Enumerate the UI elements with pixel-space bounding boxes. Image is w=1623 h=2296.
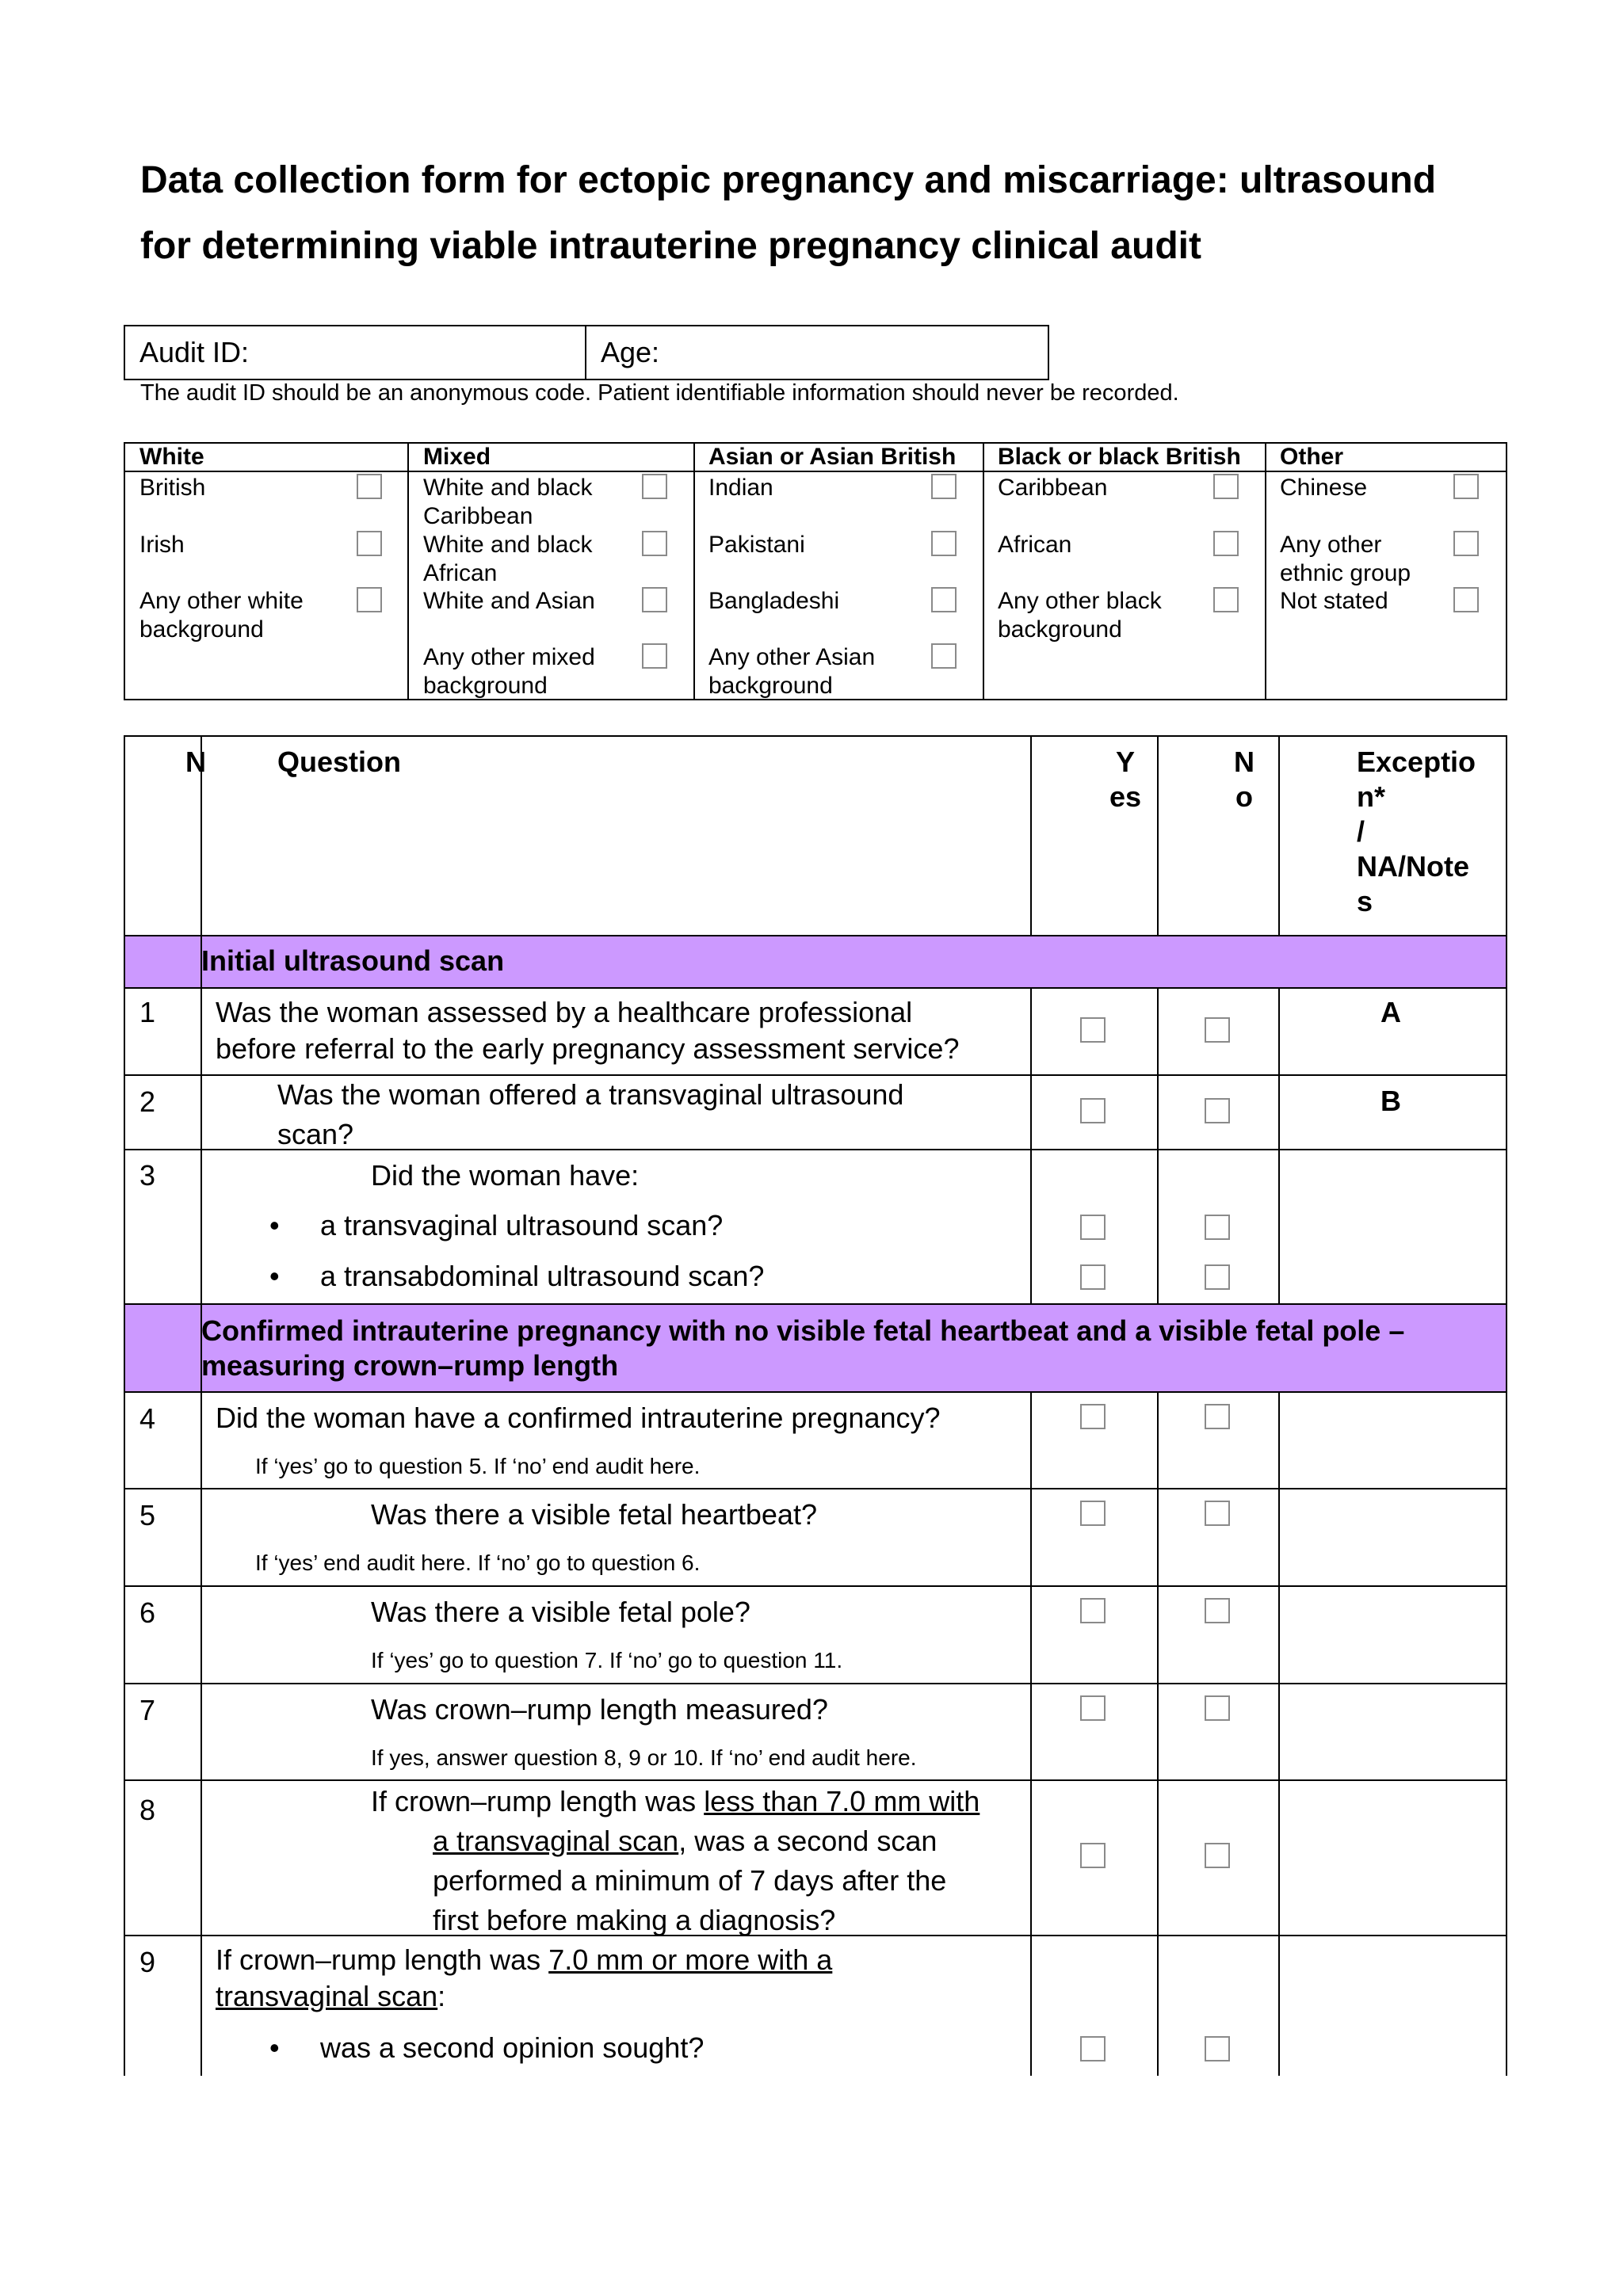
q8-text bbox=[371, 1782, 980, 1940]
q1-text bbox=[216, 994, 959, 1067]
ethnicity-label-caribbean: Caribbean bbox=[998, 475, 1108, 501]
label-line: African bbox=[423, 560, 498, 586]
q4-note: If ‘yes’ go to question 5. If ‘no’ end audit here. bbox=[255, 1454, 701, 1478]
q-line: first before making a diagnosis? bbox=[433, 1904, 836, 1936]
checkbox-other-asian[interactable] bbox=[931, 643, 957, 669]
ethnicity-label-african: African bbox=[998, 532, 1072, 558]
audit-id-box bbox=[124, 325, 1049, 380]
q3b-yes-checkbox[interactable] bbox=[1080, 1264, 1106, 1290]
checkbox-white-black-african[interactable] bbox=[642, 531, 667, 556]
q7-number: 7 bbox=[139, 1694, 156, 1726]
ethnicity-label-other-mixed bbox=[423, 643, 595, 700]
ethnicity-header-mixed: Mixed bbox=[423, 444, 491, 470]
header-line: es bbox=[1109, 780, 1142, 813]
col-rule-exc bbox=[1278, 1391, 1280, 2076]
q-underlined-part: less than 7.0 mm with bbox=[704, 1785, 980, 1817]
bullet-icon: • bbox=[269, 2031, 280, 2064]
age-field[interactable]: Age: bbox=[601, 336, 660, 368]
title-line-2: for determining viable intrauterine pregnancy clinical audit bbox=[140, 225, 1201, 267]
row-rule bbox=[124, 935, 1507, 936]
col-rule-no bbox=[1157, 987, 1159, 1304]
ethnicity-label-any-other bbox=[1280, 531, 1411, 588]
header-n: N bbox=[185, 746, 206, 778]
checkbox-pakistani[interactable] bbox=[931, 531, 957, 556]
q1-number: 1 bbox=[139, 996, 156, 1028]
ethnicity-label-british: British bbox=[139, 475, 206, 501]
label-line: Any other bbox=[1280, 532, 1382, 558]
checkbox-british[interactable] bbox=[357, 474, 382, 499]
checkbox-other-white[interactable] bbox=[357, 587, 382, 612]
q6-text: Was there a visible fetal pole? bbox=[371, 1596, 750, 1628]
label-line: Caribbean bbox=[423, 503, 533, 529]
checkbox-bangladeshi[interactable] bbox=[931, 587, 957, 612]
q3a-yes-checkbox[interactable] bbox=[1080, 1215, 1106, 1240]
ethnicity-col-divider bbox=[407, 442, 409, 700]
q6-yes-checkbox[interactable] bbox=[1080, 1598, 1106, 1623]
q7-no-checkbox[interactable] bbox=[1205, 1695, 1230, 1721]
section-line: Confirmed intrauterine pregnancy with no visible fetal heartbeat and a visible fetal pole – bbox=[201, 1314, 1405, 1347]
q3b-no-checkbox[interactable] bbox=[1205, 1264, 1230, 1290]
page-title bbox=[140, 147, 1551, 279]
header-yes bbox=[1094, 745, 1157, 814]
ethnicity-label-not-stated: Not stated bbox=[1280, 588, 1388, 614]
q5-note: If ‘yes’ end audit here. If ‘no’ go to question 6. bbox=[255, 1550, 701, 1575]
checkbox-white-asian[interactable] bbox=[642, 587, 667, 612]
id-box-divider bbox=[585, 325, 586, 380]
q-line bbox=[371, 1821, 980, 1861]
checkbox-african[interactable] bbox=[1213, 531, 1239, 556]
label-line: Any other mixed bbox=[423, 644, 595, 670]
ethnicity-header-rule bbox=[124, 471, 1507, 472]
header-question: Question bbox=[277, 746, 402, 778]
header-no bbox=[1220, 745, 1268, 814]
label-line: Any other black bbox=[998, 588, 1162, 614]
q3-stem: Did the woman have: bbox=[371, 1159, 640, 1192]
ethnicity-col-divider bbox=[1265, 442, 1266, 700]
ethnicity-label-indian: Indian bbox=[708, 475, 773, 501]
q4-no-checkbox[interactable] bbox=[1205, 1404, 1230, 1429]
section-line: measuring crown–rump length bbox=[201, 1349, 619, 1382]
row-rule bbox=[124, 987, 1507, 989]
checkbox-chinese[interactable] bbox=[1453, 474, 1479, 499]
col-rule-yes bbox=[1030, 735, 1032, 936]
q4-number: 4 bbox=[139, 1402, 156, 1435]
row-rule bbox=[124, 1488, 1507, 1489]
q9-bullet-second-opinion: was a second opinion sought? bbox=[320, 2031, 705, 2064]
row-rule bbox=[124, 1779, 1507, 1781]
col-rule-no bbox=[1157, 1391, 1159, 2076]
audit-id-note: The audit ID should be an anonymous code. Patient identifiable information should never be recorded. bbox=[140, 380, 1179, 406]
q2-exception-code: B bbox=[1381, 1085, 1401, 1117]
q9-no-checkbox[interactable] bbox=[1205, 2036, 1230, 2061]
bullet-icon: • bbox=[269, 1209, 280, 1241]
section-initial-ultrasound: Initial ultrasound scan bbox=[201, 944, 505, 977]
row-rule bbox=[124, 1683, 1507, 1684]
label-line: background bbox=[139, 616, 264, 643]
col-rule-yes bbox=[1030, 987, 1032, 1304]
ethnicity-label-white-black-african bbox=[423, 531, 592, 588]
q6-note: If ‘yes’ go to question 7. If ‘no’ go to question 11. bbox=[371, 1648, 843, 1672]
q1-yes-checkbox[interactable] bbox=[1080, 1017, 1106, 1043]
header-line: Exceptio bbox=[1357, 746, 1476, 778]
ethnicity-col-divider bbox=[693, 442, 695, 700]
ethnicity-header-other: Other bbox=[1280, 444, 1344, 470]
q3-bullet-transvaginal: a transvaginal ultrasound scan? bbox=[320, 1209, 724, 1241]
q1-exception-code: A bbox=[1381, 996, 1401, 1028]
q9-text bbox=[216, 1942, 832, 2015]
checkbox-irish[interactable] bbox=[357, 531, 382, 556]
q-underlined-part: a transvaginal scan bbox=[433, 1825, 679, 1857]
checkbox-caribbean[interactable] bbox=[1213, 474, 1239, 499]
label-line: ethnic group bbox=[1280, 560, 1411, 586]
q9-yes-checkbox[interactable] bbox=[1080, 2036, 1106, 2061]
title-line-1: Data collection form for ectopic pregnancy and miscarriage: ultrasound bbox=[140, 159, 1437, 201]
checkbox-other-mixed[interactable] bbox=[642, 643, 667, 669]
q-line bbox=[216, 1942, 832, 1978]
q-text-part: , was a second scan bbox=[678, 1825, 938, 1857]
label-line: background bbox=[998, 616, 1122, 643]
q1-no-checkbox[interactable] bbox=[1205, 1017, 1230, 1043]
ethnicity-label-irish: Irish bbox=[139, 532, 185, 558]
ethnicity-label-pakistani: Pakistani bbox=[708, 532, 805, 558]
ethnicity-header-white: White bbox=[139, 444, 204, 470]
q8-number: 8 bbox=[139, 1794, 156, 1826]
q2-text bbox=[277, 1075, 903, 1154]
checkbox-other-black[interactable] bbox=[1213, 587, 1239, 612]
label-line: White and black bbox=[423, 532, 593, 558]
header-line: Y bbox=[1115, 746, 1135, 778]
q2-yes-checkbox[interactable] bbox=[1080, 1098, 1106, 1123]
q5-no-checkbox[interactable] bbox=[1205, 1501, 1230, 1526]
label-line: background bbox=[708, 673, 833, 699]
q6-no-checkbox[interactable] bbox=[1205, 1598, 1230, 1623]
label-line: Any other Asian bbox=[708, 644, 876, 670]
ethnicity-label-other-asian bbox=[708, 643, 875, 700]
ethnicity-label-chinese: Chinese bbox=[1280, 475, 1368, 501]
q-text-part: : bbox=[437, 1980, 446, 2012]
q-line bbox=[216, 1978, 832, 2015]
q8-yes-checkbox[interactable] bbox=[1080, 1843, 1106, 1868]
checkbox-indian[interactable] bbox=[931, 474, 957, 499]
checkbox-any-other[interactable] bbox=[1453, 531, 1479, 556]
q-line: Was the woman assessed by a healthcare professional bbox=[216, 996, 913, 1028]
label-line: White and black bbox=[423, 475, 593, 501]
section-confirmed-iup bbox=[201, 1314, 1501, 1383]
row-rule bbox=[124, 1303, 1507, 1305]
table-top-rule bbox=[124, 735, 1507, 737]
ethnicity-header-asian: Asian or Asian British bbox=[708, 444, 957, 470]
bullet-icon: • bbox=[269, 1260, 280, 1292]
audit-id-field[interactable]: Audit ID: bbox=[139, 336, 250, 368]
q-line: Was the woman offered a transvaginal ultrasound bbox=[277, 1078, 904, 1111]
label-line: background bbox=[423, 673, 548, 699]
q6-number: 6 bbox=[139, 1596, 156, 1629]
col-rule-no bbox=[1157, 735, 1159, 936]
ethnicity-label-bangladeshi: Bangladeshi bbox=[708, 588, 840, 614]
q2-no-checkbox[interactable] bbox=[1205, 1098, 1230, 1123]
q7-yes-checkbox[interactable] bbox=[1080, 1695, 1106, 1721]
header-line: / bbox=[1357, 815, 1365, 848]
header-line: N bbox=[1234, 746, 1254, 778]
col-rule-n bbox=[200, 735, 202, 2076]
col-rule-exc bbox=[1278, 735, 1280, 936]
q7-text: Was crown–rump length measured? bbox=[371, 1693, 828, 1726]
ethnicity-label-other-black bbox=[998, 587, 1162, 644]
q5-text: Was there a visible fetal heartbeat? bbox=[371, 1498, 817, 1531]
col-rule-exc bbox=[1278, 987, 1280, 1304]
q3a-no-checkbox[interactable] bbox=[1205, 1215, 1230, 1240]
header-line: s bbox=[1357, 885, 1373, 917]
row-rule bbox=[124, 1391, 1507, 1393]
checkbox-white-black-caribbean[interactable] bbox=[642, 474, 667, 499]
ethnicity-label-white-asian: White and Asian bbox=[423, 588, 595, 614]
q-line: scan? bbox=[277, 1118, 354, 1150]
q4-text: Did the woman have a confirmed intrauterine pregnancy? bbox=[216, 1402, 941, 1434]
q3-bullet-transabdominal: a transabdominal ultrasound scan? bbox=[320, 1260, 765, 1292]
q-underlined-part: 7.0 mm or more with a bbox=[548, 1943, 833, 1976]
q5-yes-checkbox[interactable] bbox=[1080, 1501, 1106, 1526]
header-exception bbox=[1357, 745, 1476, 919]
q7-note: If yes, answer question 8, 9 or 10. If ‘no’ end audit here. bbox=[371, 1745, 917, 1770]
q2-number: 2 bbox=[139, 1085, 156, 1118]
q-text-part: If crown–rump length was bbox=[216, 1943, 549, 1976]
label-line: Any other white bbox=[139, 588, 304, 614]
q-line bbox=[371, 1782, 980, 1821]
header-line: NA/Note bbox=[1357, 850, 1469, 883]
q9-number: 9 bbox=[139, 1946, 156, 1978]
ethnicity-header-black: Black or black British bbox=[998, 444, 1241, 470]
checkbox-not-stated[interactable] bbox=[1453, 587, 1479, 612]
q-text-part: If crown–rump length was bbox=[371, 1785, 705, 1817]
q4-yes-checkbox[interactable] bbox=[1080, 1404, 1106, 1429]
col-rule-yes bbox=[1030, 1391, 1032, 2076]
header-line: o bbox=[1235, 780, 1253, 813]
q8-no-checkbox[interactable] bbox=[1205, 1843, 1230, 1868]
q-line: performed a minimum of 7 days after the bbox=[433, 1864, 947, 1897]
q-underlined-part: transvaginal scan bbox=[216, 1980, 438, 2012]
ethnicity-label-other-white bbox=[139, 587, 304, 644]
q-line: before referral to the early pregnancy assessment service? bbox=[216, 1032, 960, 1065]
q5-number: 5 bbox=[139, 1499, 156, 1531]
row-rule bbox=[124, 1585, 1507, 1587]
ethnicity-col-divider bbox=[983, 442, 984, 700]
ethnicity-label-white-black-caribbean bbox=[423, 474, 592, 531]
q3-number: 3 bbox=[139, 1159, 156, 1192]
header-line: n* bbox=[1357, 780, 1385, 813]
